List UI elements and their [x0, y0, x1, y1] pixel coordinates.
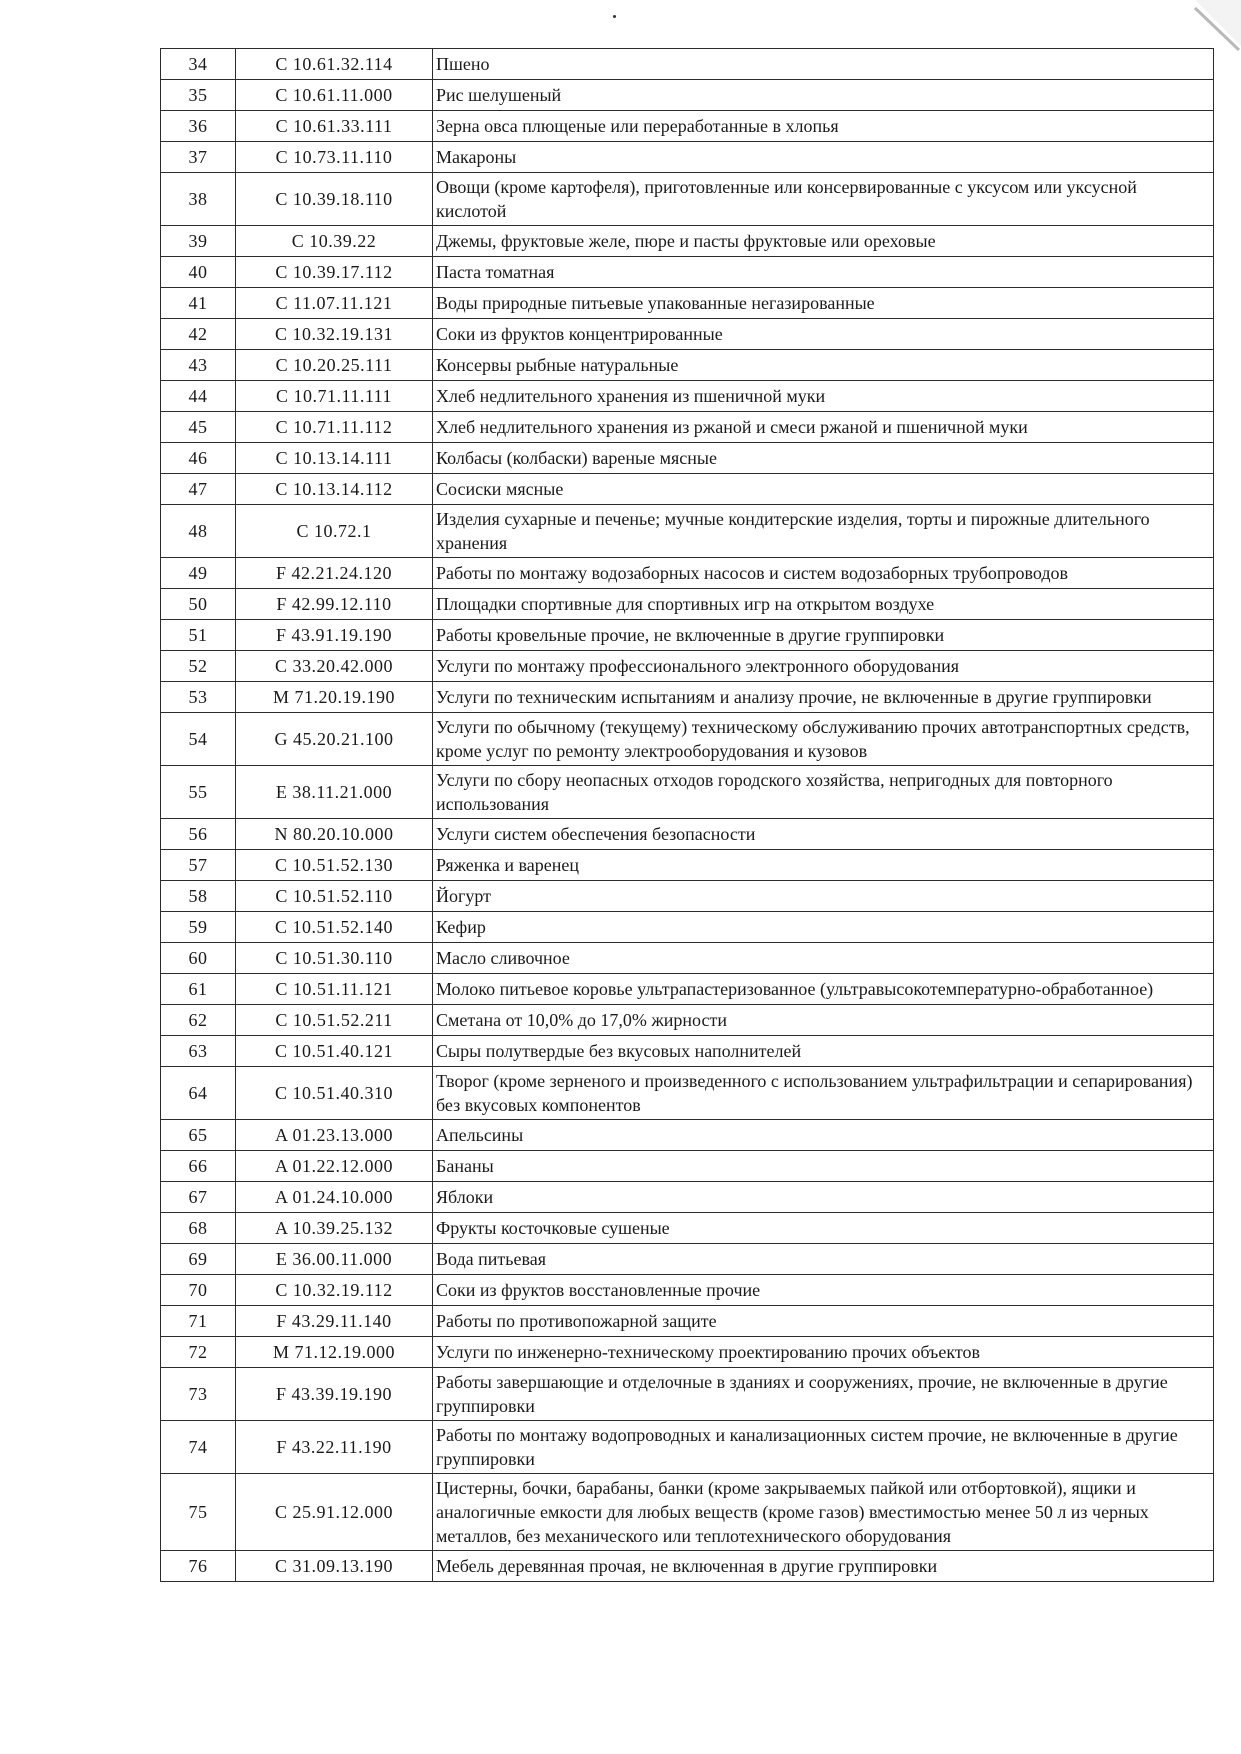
- okpd-code-cell: C 10.39.18.110: [236, 173, 433, 226]
- table-row: [161, 443, 1214, 474]
- okpd-code-cell: C 31.09.13.190: [236, 1551, 433, 1582]
- row-number-cell: 51: [161, 620, 236, 651]
- item-name-cell: Рис шелушеный: [433, 80, 1214, 111]
- okpd-code-cell: F 42.99.12.110: [236, 589, 433, 620]
- row-number-cell: 72: [161, 1337, 236, 1368]
- okpd-code-cell: F 43.29.11.140: [236, 1306, 433, 1337]
- table-row: [161, 49, 1214, 80]
- table-row: [161, 850, 1214, 881]
- table-row: [161, 766, 1214, 819]
- table-row: [161, 1244, 1214, 1275]
- table-row: [161, 1275, 1214, 1306]
- table-row: [161, 381, 1214, 412]
- item-name-cell: Овощи (кроме картофеля), приготовленные или консервированные с уксусом или уксусной кислотой: [433, 173, 1214, 226]
- item-name-cell: Макароны: [433, 142, 1214, 173]
- table-row: [161, 412, 1214, 443]
- okpd-code-cell: A 01.23.13.000: [236, 1120, 433, 1151]
- table-row: [161, 80, 1214, 111]
- table-row: [161, 474, 1214, 505]
- item-name-cell: Сметана от 10,0% до 17,0% жирности: [433, 1005, 1214, 1036]
- table-row: [161, 1005, 1214, 1036]
- okpd-code-cell: C 10.61.33.111: [236, 111, 433, 142]
- table-row: [161, 682, 1214, 713]
- item-name-cell: Колбасы (колбаски) вареные мясные: [433, 443, 1214, 474]
- item-name-cell: Работы по монтажу водопроводных и канализационных систем прочие, не включенные в другие группировки: [433, 1421, 1214, 1474]
- row-number-cell: 53: [161, 682, 236, 713]
- okpd-code-cell: C 10.73.11.110: [236, 142, 433, 173]
- okpd-code-cell: C 10.13.14.112: [236, 474, 433, 505]
- item-name-cell: Услуги по обычному (текущему) техническому обслуживанию прочих автотранспортных средств, кроме услуг по ремонту электрооборудования и кузовов: [433, 713, 1214, 766]
- item-name-cell: Фрукты косточковые сушеные: [433, 1213, 1214, 1244]
- okpd-code-cell: F 43.91.19.190: [236, 620, 433, 651]
- okpd-code-cell: C 10.71.11.111: [236, 381, 433, 412]
- row-number-cell: 61: [161, 974, 236, 1005]
- item-name-cell: Масло сливочное: [433, 943, 1214, 974]
- row-number-cell: 58: [161, 881, 236, 912]
- table-row: [161, 111, 1214, 142]
- table-row: [161, 1421, 1214, 1474]
- okpd-code-cell: E 38.11.21.000: [236, 766, 433, 819]
- row-number-cell: 50: [161, 589, 236, 620]
- row-number-cell: 62: [161, 1005, 236, 1036]
- table-row: [161, 350, 1214, 381]
- row-number-cell: 46: [161, 443, 236, 474]
- okpd-code-cell: G 45.20.21.100: [236, 713, 433, 766]
- row-number-cell: 49: [161, 558, 236, 589]
- row-number-cell: 70: [161, 1275, 236, 1306]
- row-number-cell: 63: [161, 1036, 236, 1067]
- table-row: [161, 713, 1214, 766]
- table-row: [161, 819, 1214, 850]
- item-name-cell: Творог (кроме зерненого и произведенного с использованием ультрафильтрации и сепарирования) без вкусовых компонентов: [433, 1067, 1214, 1120]
- row-number-cell: 60: [161, 943, 236, 974]
- table-row: [161, 1036, 1214, 1067]
- okpd-code-cell: C 10.51.52.130: [236, 850, 433, 881]
- row-number-cell: 67: [161, 1182, 236, 1213]
- item-name-cell: Хлеб недлительного хранения из пшеничной муки: [433, 381, 1214, 412]
- row-number-cell: 41: [161, 288, 236, 319]
- table-row: [161, 1368, 1214, 1421]
- table-row: [161, 288, 1214, 319]
- okpd-code-cell: C 10.32.19.112: [236, 1275, 433, 1306]
- row-number-cell: 69: [161, 1244, 236, 1275]
- item-name-cell: Работы завершающие и отделочные в зданиях и сооружениях, прочие, не включенные в другие группировки: [433, 1368, 1214, 1421]
- row-number-cell: 66: [161, 1151, 236, 1182]
- okpd-code-cell: A 01.24.10.000: [236, 1182, 433, 1213]
- table-row: [161, 1306, 1214, 1337]
- row-number-cell: 35: [161, 80, 236, 111]
- table-row: [161, 912, 1214, 943]
- item-name-cell: Соки из фруктов концентрированные: [433, 319, 1214, 350]
- table-row: [161, 589, 1214, 620]
- row-number-cell: 34: [161, 49, 236, 80]
- item-name-cell: Сосиски мясные: [433, 474, 1214, 505]
- okpd-code-cell: N 80.20.10.000: [236, 819, 433, 850]
- item-name-cell: Цистерны, бочки, барабаны, банки (кроме закрываемых пайкой или отбортовкой), ящики и аналогичные емкости для любых веществ (кроме газов) вместимостью менее 50 л из черных металлов, без механического или теплотехнического оборудования: [433, 1474, 1214, 1551]
- item-name-cell: Услуги систем обеспечения безопасности: [433, 819, 1214, 850]
- table-row: [161, 620, 1214, 651]
- table-row: [161, 558, 1214, 589]
- okpd-code-cell: C 10.51.11.121: [236, 974, 433, 1005]
- item-name-cell: Изделия сухарные и печенье; мучные кондитерские изделия, торты и пирожные длительного хранения: [433, 505, 1214, 558]
- table-row: [161, 1474, 1214, 1551]
- table-row: [161, 881, 1214, 912]
- row-number-cell: 76: [161, 1551, 236, 1582]
- item-name-cell: Кефир: [433, 912, 1214, 943]
- item-name-cell: Услуги по монтажу профессионального электронного оборудования: [433, 651, 1214, 682]
- okpd-code-cell: C 10.51.40.121: [236, 1036, 433, 1067]
- item-name-cell: Работы кровельные прочие, не включенные в другие группировки: [433, 620, 1214, 651]
- item-name-cell: Йогурт: [433, 881, 1214, 912]
- item-name-cell: Услуги по инженерно-техническому проектированию прочих объектов: [433, 1337, 1214, 1368]
- scan-dot: [613, 15, 616, 18]
- item-name-cell: Зерна овса плющеные или переработанные в хлопья: [433, 111, 1214, 142]
- item-name-cell: Работы по монтажу водозаборных насосов и систем водозаборных трубопроводов: [433, 558, 1214, 589]
- okpd-code-cell: A 10.39.25.132: [236, 1213, 433, 1244]
- item-name-cell: Паста томатная: [433, 257, 1214, 288]
- okpd-code-cell: C 10.13.14.111: [236, 443, 433, 474]
- okpd-code-cell: C 25.91.12.000: [236, 1474, 433, 1551]
- row-number-cell: 45: [161, 412, 236, 443]
- row-number-cell: 75: [161, 1474, 236, 1551]
- table-row: [161, 173, 1214, 226]
- table-row: [161, 505, 1214, 558]
- okpd-code-cell: C 11.07.11.121: [236, 288, 433, 319]
- item-name-cell: Мебель деревянная прочая, не включенная в другие группировки: [433, 1551, 1214, 1582]
- okpd-codes-table: [160, 48, 1214, 1582]
- table-row: [161, 142, 1214, 173]
- okpd-code-cell: C 10.51.52.211: [236, 1005, 433, 1036]
- item-name-cell: Молоко питьевое коровье ультрапастеризованное (ультравысокотемпературно-обработанное): [433, 974, 1214, 1005]
- row-number-cell: 56: [161, 819, 236, 850]
- table-row: [161, 319, 1214, 350]
- table-row: [161, 1551, 1214, 1582]
- row-number-cell: 38: [161, 173, 236, 226]
- row-number-cell: 73: [161, 1368, 236, 1421]
- row-number-cell: 44: [161, 381, 236, 412]
- okpd-code-cell: C 10.51.40.310: [236, 1067, 433, 1120]
- item-name-cell: Сыры полутвердые без вкусовых наполнителей: [433, 1036, 1214, 1067]
- table-row: [161, 1151, 1214, 1182]
- item-name-cell: Джемы, фруктовые желе, пюре и пасты фруктовые или ореховые: [433, 226, 1214, 257]
- item-name-cell: Хлеб недлительного хранения из ржаной и смеси ржаной и пшеничной муки: [433, 412, 1214, 443]
- table-row: [161, 943, 1214, 974]
- okpd-code-cell: M 71.12.19.000: [236, 1337, 433, 1368]
- row-number-cell: 40: [161, 257, 236, 288]
- table-row: [161, 1182, 1214, 1213]
- table-row: [161, 974, 1214, 1005]
- okpd-code-cell: A 01.22.12.000: [236, 1151, 433, 1182]
- table-row: [161, 1120, 1214, 1151]
- item-name-cell: Услуги по техническим испытаниям и анализу прочие, не включенные в другие группировки: [433, 682, 1214, 713]
- row-number-cell: 74: [161, 1421, 236, 1474]
- row-number-cell: 48: [161, 505, 236, 558]
- okpd-code-cell: C 10.71.11.112: [236, 412, 433, 443]
- item-name-cell: Соки из фруктов восстановленные прочие: [433, 1275, 1214, 1306]
- row-number-cell: 55: [161, 766, 236, 819]
- row-number-cell: 37: [161, 142, 236, 173]
- okpd-code-cell: E 36.00.11.000: [236, 1244, 433, 1275]
- okpd-code-cell: C 10.61.11.000: [236, 80, 433, 111]
- okpd-code-cell: C 10.51.52.140: [236, 912, 433, 943]
- row-number-cell: 57: [161, 850, 236, 881]
- row-number-cell: 42: [161, 319, 236, 350]
- row-number-cell: 54: [161, 713, 236, 766]
- table-row: [161, 226, 1214, 257]
- table-row: [161, 257, 1214, 288]
- okpd-code-cell: C 10.39.17.112: [236, 257, 433, 288]
- row-number-cell: 64: [161, 1067, 236, 1120]
- okpd-code-cell: F 42.21.24.120: [236, 558, 433, 589]
- item-name-cell: Услуги по сбору неопасных отходов городского хозяйства, непригодных для повторного использования: [433, 766, 1214, 819]
- table-row: [161, 1337, 1214, 1368]
- item-name-cell: Яблоки: [433, 1182, 1214, 1213]
- okpd-code-cell: C 10.72.1: [236, 505, 433, 558]
- item-name-cell: Консервы рыбные натуральные: [433, 350, 1214, 381]
- item-name-cell: Площадки спортивные для спортивных игр на открытом воздухе: [433, 589, 1214, 620]
- item-name-cell: Вода питьевая: [433, 1244, 1214, 1275]
- row-number-cell: 36: [161, 111, 236, 142]
- row-number-cell: 43: [161, 350, 236, 381]
- okpd-code-cell: C 10.32.19.131: [236, 319, 433, 350]
- okpd-code-cell: F 43.22.11.190: [236, 1421, 433, 1474]
- item-name-cell: Апельсины: [433, 1120, 1214, 1151]
- okpd-code-cell: C 10.61.32.114: [236, 49, 433, 80]
- row-number-cell: 68: [161, 1213, 236, 1244]
- table-row: [161, 651, 1214, 682]
- item-name-cell: Воды природные питьевые упакованные негазированные: [433, 288, 1214, 319]
- row-number-cell: 47: [161, 474, 236, 505]
- item-name-cell: Ряженка и варенец: [433, 850, 1214, 881]
- row-number-cell: 52: [161, 651, 236, 682]
- okpd-code-cell: C 33.20.42.000: [236, 651, 433, 682]
- okpd-code-cell: C 10.20.25.111: [236, 350, 433, 381]
- item-name-cell: Пшено: [433, 49, 1214, 80]
- okpd-code-cell: F 43.39.19.190: [236, 1368, 433, 1421]
- okpd-code-cell: C 10.51.52.110: [236, 881, 433, 912]
- item-name-cell: Бананы: [433, 1151, 1214, 1182]
- okpd-code-cell: C 10.39.22: [236, 226, 433, 257]
- row-number-cell: 65: [161, 1120, 236, 1151]
- table-body: [161, 49, 1214, 1582]
- item-name-cell: Работы по противопожарной защите: [433, 1306, 1214, 1337]
- table-row: [161, 1067, 1214, 1120]
- okpd-code-cell: M 71.20.19.190: [236, 682, 433, 713]
- row-number-cell: 39: [161, 226, 236, 257]
- table-row: [161, 1213, 1214, 1244]
- row-number-cell: 59: [161, 912, 236, 943]
- okpd-code-cell: C 10.51.30.110: [236, 943, 433, 974]
- row-number-cell: 71: [161, 1306, 236, 1337]
